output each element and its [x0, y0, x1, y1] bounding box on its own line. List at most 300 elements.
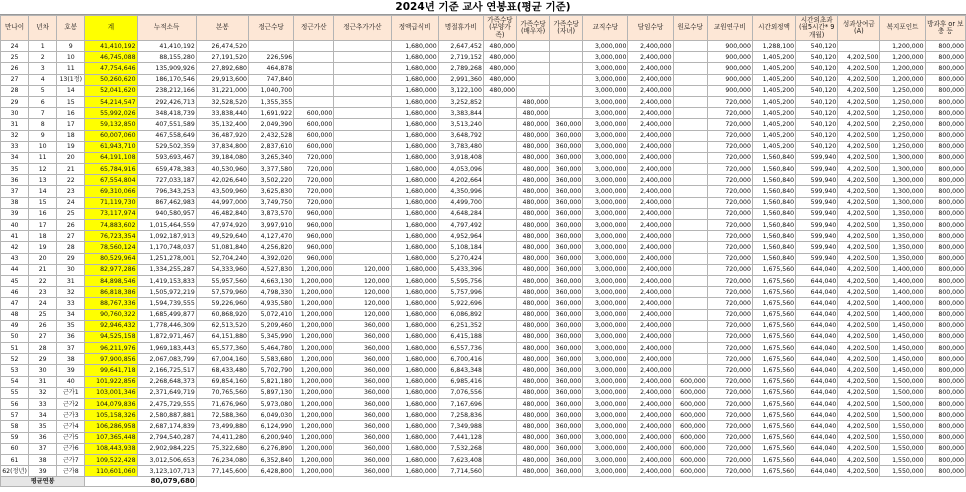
table-cell: 360,000	[550, 130, 583, 141]
table-cell: 17	[57, 119, 85, 130]
table-cell: 71,119,730	[85, 197, 137, 208]
table-cell: 4,202,500	[838, 287, 880, 298]
table-cell: 2,400,000	[628, 443, 673, 454]
table-cell: 4,202,500	[838, 175, 880, 186]
table-cell: 41	[1, 231, 29, 242]
table-cell: 2,400,000	[628, 85, 673, 96]
table-cell: 1,405,200	[752, 74, 795, 85]
table-cell: 2,400,000	[628, 309, 673, 320]
table-cell: 900,000	[707, 41, 752, 52]
table-cell: 41,410,192	[137, 41, 196, 52]
table-cell: 3,000,000	[583, 96, 628, 107]
table-cell: 1,680,000	[391, 264, 438, 275]
table-cell: 7,076,556	[438, 387, 483, 398]
table-cell: 644,040	[796, 298, 838, 309]
table-cell: 644,040	[796, 432, 838, 443]
table-cell: 480,000	[517, 96, 550, 107]
table-cell: 1,405,200	[752, 85, 795, 96]
table-cell: 480,000	[517, 298, 550, 309]
table-row	[1, 208, 966, 219]
table-cell: 36	[29, 432, 57, 443]
column-header: 성과상여금 (A)	[838, 16, 880, 41]
table-cell: 720,000	[707, 309, 752, 320]
table-cell: 6,557,736	[438, 343, 483, 354]
table-cell: 12	[29, 164, 57, 175]
table-cell: 47,754,646	[85, 63, 137, 74]
table-cell: 39,184,080	[196, 152, 248, 163]
table-cell: 1,560,840	[752, 220, 795, 231]
table-cell: 28	[29, 343, 57, 354]
table-cell: 1,040,700	[248, 85, 293, 96]
table-cell: 7,532,268	[438, 443, 483, 454]
table-cell: 4,202,500	[838, 253, 880, 264]
table-cell: 6,049,030	[248, 410, 293, 421]
table-cell: 42	[1, 242, 29, 253]
table-cell: 3,513,240	[438, 119, 483, 130]
table-row	[1, 63, 966, 74]
table-cell: 1,250,000	[880, 96, 925, 107]
column-header: 정근추가가산	[334, 16, 391, 41]
table-cell: 3,918,408	[438, 152, 483, 163]
column-header: 누적소득	[137, 16, 196, 41]
table-cell: 21	[57, 164, 85, 175]
table-cell: 720,000	[707, 141, 752, 152]
average-label: 평균연봉	[1, 477, 85, 487]
table-cell: 7	[29, 108, 57, 119]
table-cell: 1,200,000	[294, 354, 334, 365]
table-row	[1, 231, 966, 242]
table-cell: 4,202,500	[838, 152, 880, 163]
table-cell: 480,000	[517, 130, 550, 141]
table-cell: 5,922,696	[438, 298, 483, 309]
table-cell: 1,680,000	[391, 108, 438, 119]
table-cell: 3,000,000	[583, 164, 628, 175]
table-cell: 644,040	[796, 387, 838, 398]
table-cell: 1,691,922	[248, 108, 293, 119]
table-cell: 644,040	[796, 320, 838, 331]
table-cell	[483, 287, 516, 298]
table-cell: 4,935,580	[248, 298, 293, 309]
table-cell: 480,000	[483, 41, 516, 52]
table-cell: 720,000	[707, 331, 752, 342]
table-cell: 27	[29, 331, 57, 342]
table-cell: 644,040	[796, 331, 838, 342]
table-cell: 2,400,000	[628, 63, 673, 74]
table-cell: 1,350,000	[880, 253, 925, 264]
table-cell: 4,202,500	[838, 421, 880, 432]
table-cell: 86,818,386	[85, 287, 137, 298]
column-header: 년차	[29, 16, 57, 41]
table-cell: 1,250,000	[880, 108, 925, 119]
table-cell: 64,151,880	[196, 331, 248, 342]
table-cell: 6,276,890	[248, 443, 293, 454]
table-cell: 600,000	[673, 387, 707, 398]
table-cell	[334, 253, 391, 264]
table-cell	[550, 85, 583, 96]
table-cell	[673, 74, 707, 85]
table-cell: 800,000	[925, 365, 965, 376]
table-cell: 644,040	[796, 454, 838, 465]
table-cell: 747,840	[248, 74, 293, 85]
table-cell: 36	[1, 175, 29, 186]
table-cell: 2,400,000	[628, 242, 673, 253]
table-cell: 5,270,424	[438, 253, 483, 264]
table-cell: 1,680,000	[391, 119, 438, 130]
table-cell: 1,675,560	[752, 264, 795, 275]
table-cell: 3,000,000	[583, 432, 628, 443]
table-row	[1, 186, 966, 197]
table-cell: 1,872,971,467	[137, 331, 196, 342]
table-cell: 1,200,000	[294, 275, 334, 286]
table-cell: 1,680,000	[391, 130, 438, 141]
table-cell: 600,000	[673, 399, 707, 410]
table-cell: 644,040	[796, 309, 838, 320]
column-header: 시간외정액	[752, 16, 795, 41]
table-cell: 70,765,560	[196, 387, 248, 398]
table-cell: 360,000	[550, 275, 583, 286]
table-cell: 72,588,360	[196, 410, 248, 421]
table-cell: 1,250,000	[880, 141, 925, 152]
table-cell: 43,509,960	[196, 186, 248, 197]
table-cell: 800,000	[925, 432, 965, 443]
table-cell: 480,000	[517, 343, 550, 354]
table-cell: 720,000	[707, 387, 752, 398]
table-cell: 644,040	[796, 399, 838, 410]
table-cell: 720,000	[707, 164, 752, 175]
table-cell: 360,000	[550, 320, 583, 331]
table-cell: 55	[1, 387, 29, 398]
table-cell: 2,049,390	[248, 119, 293, 130]
table-cell: 800,000	[925, 208, 965, 219]
table-cell: 1,675,560	[752, 443, 795, 454]
table-cell: 4,798,330	[248, 287, 293, 298]
table-cell: 2,400,000	[628, 365, 673, 376]
table-cell: 480,000	[517, 264, 550, 275]
table-cell: 600,000	[673, 443, 707, 454]
table-cell: 2,400,000	[628, 74, 673, 85]
table-cell: 24	[29, 298, 57, 309]
table-cell: 6,124,990	[248, 421, 293, 432]
table-cell	[483, 410, 516, 421]
table-cell: 540,120	[796, 85, 838, 96]
table-cell: 1,675,560	[752, 331, 795, 342]
table-cell: 30	[57, 264, 85, 275]
table-cell	[673, 41, 707, 52]
table-row	[1, 331, 966, 342]
table-cell	[483, 175, 516, 186]
table-cell: 1,675,560	[752, 354, 795, 365]
table-cell	[673, 231, 707, 242]
table-cell: 960,000	[294, 208, 334, 219]
table-cell: 1,450,000	[880, 320, 925, 331]
table-cell: 61	[1, 454, 29, 465]
table-cell: 480,000	[517, 197, 550, 208]
table-cell: 47	[1, 298, 29, 309]
table-cell: 2,400,000	[628, 287, 673, 298]
table-cell: 800,000	[925, 387, 965, 398]
table-cell: 360,000	[550, 264, 583, 275]
table-cell: 600,000	[294, 119, 334, 130]
table-cell	[483, 432, 516, 443]
table-cell: 13(1정)	[57, 74, 85, 85]
table-cell: 3,000,000	[583, 275, 628, 286]
table-cell: 5,757,996	[438, 287, 483, 298]
table-cell: 1,200,000	[880, 63, 925, 74]
column-header: 가족수당 (배우자)	[517, 16, 550, 41]
table-cell	[673, 175, 707, 186]
table-cell: 3,873,570	[248, 208, 293, 219]
table-cell: 900,000	[707, 74, 752, 85]
table-cell: 2,475,729,555	[137, 399, 196, 410]
table-cell: 360,000	[550, 287, 583, 298]
table-cell: 3,000,000	[583, 108, 628, 119]
table-cell: 1,200,000	[294, 454, 334, 465]
table-cell: 644,040	[796, 365, 838, 376]
table-cell: 1,680,000	[391, 208, 438, 219]
table-cell: 720,000	[707, 119, 752, 130]
table-cell: 2,400,000	[628, 264, 673, 275]
table-cell: 3,000,000	[583, 410, 628, 421]
table-cell: 867,462,983	[137, 197, 196, 208]
table-cell: 1,200,000	[294, 376, 334, 387]
table-cell: 3,377,580	[248, 164, 293, 175]
table-cell: 2,647,452	[438, 41, 483, 52]
table-cell: 3,123,107,713	[137, 466, 196, 477]
table-cell	[673, 242, 707, 253]
table-cell: 3,783,480	[438, 141, 483, 152]
table-cell: 23	[57, 186, 85, 197]
table-cell	[294, 96, 334, 107]
table-cell: 4,202,500	[838, 264, 880, 275]
table-cell: 360,000	[550, 152, 583, 163]
table-cell: 96,211,976	[85, 343, 137, 354]
table-cell: 599,940	[796, 242, 838, 253]
table-cell: 1,405,200	[752, 108, 795, 119]
table-cell	[673, 287, 707, 298]
table-cell	[334, 74, 391, 85]
table-cell	[483, 208, 516, 219]
table-cell: 2,400,000	[628, 141, 673, 152]
table-cell: 644,040	[796, 287, 838, 298]
table-cell: 360,000	[550, 175, 583, 186]
table-cell: 720,000	[707, 275, 752, 286]
table-cell: 40	[1, 220, 29, 231]
table-cell	[673, 119, 707, 130]
table-cell	[673, 275, 707, 286]
table-cell: 58	[1, 421, 29, 432]
table-cell: 120,000	[334, 298, 391, 309]
table-cell: 4,202,500	[838, 231, 880, 242]
table-cell	[673, 164, 707, 175]
table-cell: 720,000	[707, 432, 752, 443]
table-cell: 1,550,000	[880, 432, 925, 443]
table-cell: 37	[57, 343, 85, 354]
table-cell: 1,680,000	[391, 152, 438, 163]
table-cell: 48	[1, 309, 29, 320]
table-cell: 근가8	[57, 466, 85, 477]
table-cell: 1,251,278,001	[137, 253, 196, 264]
table-cell: 32,528,520	[196, 96, 248, 107]
table-cell: 32	[29, 387, 57, 398]
table-cell: 1,680,000	[391, 220, 438, 231]
table-cell	[673, 253, 707, 264]
table-cell: 480,000	[517, 242, 550, 253]
table-cell: 36	[57, 331, 85, 342]
table-cell: 4,392,020	[248, 253, 293, 264]
table-cell	[550, 96, 583, 107]
table-cell: 540,120	[796, 74, 838, 85]
table-cell: 644,040	[796, 466, 838, 477]
table-cell: 근가6	[57, 443, 85, 454]
table-cell: 52	[1, 354, 29, 365]
table-cell: 360,000	[334, 454, 391, 465]
table-cell: 2,432,528	[248, 130, 293, 141]
table-cell: 540,120	[796, 130, 838, 141]
table-cell: 1,680,000	[391, 309, 438, 320]
table-cell: 360,000	[550, 376, 583, 387]
table-cell: 1,680,000	[391, 443, 438, 454]
table-cell: 800,000	[925, 421, 965, 432]
table-cell: 22	[57, 175, 85, 186]
table-cell: 46,745,088	[85, 52, 137, 63]
table-row	[1, 432, 966, 443]
table-cell: 4,952,964	[438, 231, 483, 242]
table-cell: 4,202,500	[838, 85, 880, 96]
table-cell: 1,680,000	[391, 421, 438, 432]
table-cell: 1,450,000	[880, 354, 925, 365]
table-cell: 960,000	[294, 220, 334, 231]
table-cell	[673, 320, 707, 331]
table-cell: 407,551,589	[137, 119, 196, 130]
table-cell: 480,000	[517, 331, 550, 342]
table-cell: 38	[57, 354, 85, 365]
table-cell: 1,300,000	[880, 164, 925, 175]
table-row	[1, 410, 966, 421]
table-cell: 1,350,000	[880, 231, 925, 242]
table-cell: 1,300,000	[880, 197, 925, 208]
table-cell: 43	[1, 253, 29, 264]
table-cell: 2,580,887,881	[137, 410, 196, 421]
table-cell: 3,749,750	[248, 197, 293, 208]
table-cell: 6,415,188	[438, 331, 483, 342]
table-cell	[483, 309, 516, 320]
table-cell: 480,000	[517, 287, 550, 298]
table-cell: 103,001,346	[85, 387, 137, 398]
table-body	[1, 41, 966, 487]
column-header: 원로수당	[673, 16, 707, 41]
table-cell: 720,000	[707, 242, 752, 253]
table-cell: 40	[57, 376, 85, 387]
table-cell: 644,040	[796, 376, 838, 387]
table-cell: 1,680,000	[391, 387, 438, 398]
table-cell: 1,200,000	[294, 443, 334, 454]
table-cell	[483, 164, 516, 175]
table-cell: 3,000,000	[583, 208, 628, 219]
table-cell: 39	[57, 365, 85, 376]
table-cell: 9	[57, 41, 85, 52]
table-cell: 4,202,500	[838, 410, 880, 421]
table-cell: 3,000,000	[583, 454, 628, 465]
table-cell: 105,158,326	[85, 410, 137, 421]
table-cell: 4,202,500	[838, 399, 880, 410]
table-cell: 26	[57, 220, 85, 231]
table-cell: 1,200,000	[294, 365, 334, 376]
table-cell: 480,000	[517, 253, 550, 264]
table-cell: 7,349,988	[438, 421, 483, 432]
table-cell: 540,120	[796, 63, 838, 74]
table-cell: 2,400,000	[628, 253, 673, 264]
table-cell: 480,000	[517, 175, 550, 186]
table-row	[1, 275, 966, 286]
table-cell	[517, 74, 550, 85]
table-cell: 2,400,000	[628, 387, 673, 398]
table-cell: 2,794,540,287	[137, 432, 196, 443]
table-cell: 720,000	[707, 208, 752, 219]
table-cell: 1,334,255,287	[137, 264, 196, 275]
table-cell: 76,234,080	[196, 454, 248, 465]
table-row	[1, 298, 966, 309]
table-cell: 2,837,610	[248, 141, 293, 152]
table-cell: 2,400,000	[628, 331, 673, 342]
table-cell: 3,000,000	[583, 320, 628, 331]
table-cell: 1,200,000	[294, 331, 334, 342]
table-cell: 800,000	[925, 74, 965, 85]
table-cell: 720,000	[707, 343, 752, 354]
table-cell: 30	[1, 108, 29, 119]
table-cell	[673, 186, 707, 197]
table-row	[1, 141, 966, 152]
table-cell: 800,000	[925, 399, 965, 410]
salary-table	[0, 15, 966, 487]
table-cell	[483, 443, 516, 454]
table-cell: 30	[29, 365, 57, 376]
table-cell: 42,026,640	[196, 175, 248, 186]
table-cell: 73,499,880	[196, 421, 248, 432]
table-cell	[248, 41, 293, 52]
table-cell: 2,400,000	[628, 130, 673, 141]
table-cell	[673, 130, 707, 141]
table-cell: 599,940	[796, 220, 838, 231]
table-cell: 4,202,500	[838, 186, 880, 197]
table-cell: 1,680,000	[391, 298, 438, 309]
table-cell: 600,000	[673, 410, 707, 421]
table-cell	[334, 96, 391, 107]
table-cell: 800,000	[925, 410, 965, 421]
table-cell: 2,067,083,799	[137, 354, 196, 365]
table-row	[1, 119, 966, 130]
table-cell: 800,000	[925, 331, 965, 342]
table-cell: 480,000	[483, 52, 516, 63]
table-cell: 106,286,958	[85, 421, 137, 432]
table-cell: 54,333,960	[196, 264, 248, 275]
table-cell: 11	[57, 63, 85, 74]
table-cell	[673, 108, 707, 119]
table-cell	[550, 63, 583, 74]
table-cell: 480,000	[517, 152, 550, 163]
table-cell: 16	[29, 208, 57, 219]
table-cell: 17	[29, 220, 57, 231]
table-row	[1, 85, 966, 96]
table-cell	[838, 41, 880, 52]
table-cell: 644,040	[796, 410, 838, 421]
table-cell: 360,000	[550, 387, 583, 398]
table-cell: 74,883,602	[85, 220, 137, 231]
table-cell: 1,405,200	[752, 130, 795, 141]
table-row	[1, 376, 966, 387]
table-cell: 360,000	[550, 443, 583, 454]
table-cell: 800,000	[925, 376, 965, 387]
table-row	[1, 365, 966, 376]
